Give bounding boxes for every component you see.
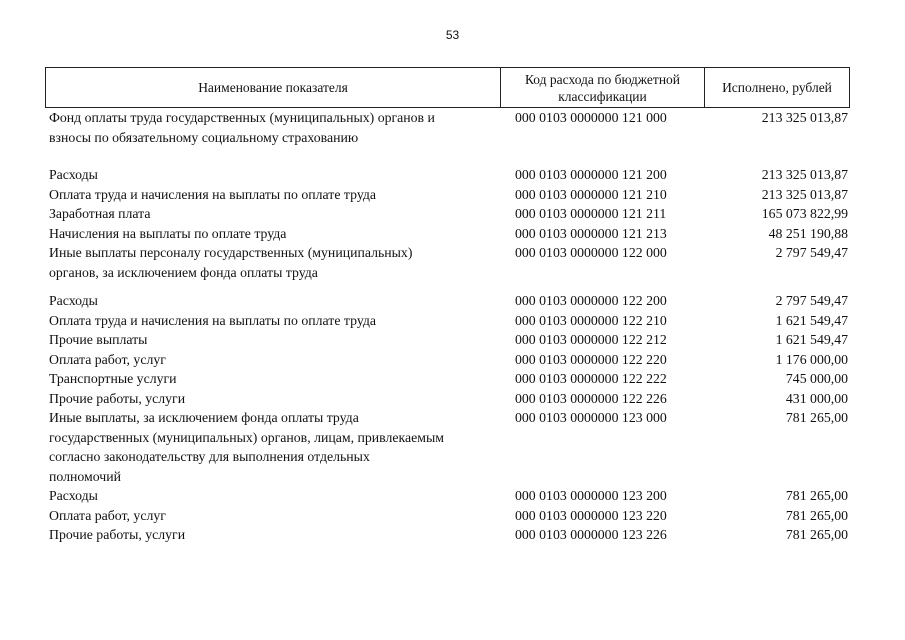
- table-row: [0, 447, 905, 467]
- table-row: [0, 108, 905, 128]
- row-code: 000 0103 0000000 123 200: [515, 488, 667, 503]
- header-code-line1: Код расхода по бюджетной: [524, 71, 681, 87]
- row-name: государственных (муниципальных) органов, лицам, привлекаемым: [49, 429, 444, 445]
- table-row: [0, 369, 905, 389]
- row-code: 000 0103 0000000 122 222: [515, 371, 667, 386]
- row-value: 1 176 000,00: [775, 351, 848, 367]
- table-row: [0, 165, 905, 185]
- table-row: [0, 486, 905, 506]
- table-header: [45, 67, 850, 108]
- row-code: 000 0103 0000000 121 210: [515, 186, 667, 202]
- row-value: 165 073 822,99: [761, 206, 848, 221]
- header-name: Наименование показателя: [46, 68, 501, 107]
- row-code: 000 0103 0000000 123 226: [515, 527, 667, 542]
- row-value: 781 265,00: [785, 507, 848, 523]
- row-name: Оплата работ, услуг: [49, 351, 166, 367]
- row-value: 1 621 549,47: [775, 332, 848, 347]
- table-row: [0, 389, 905, 409]
- row-name: Прочие работы, услуги: [49, 390, 186, 406]
- table-row: [0, 185, 905, 205]
- row-name: Расходы: [49, 293, 98, 308]
- row-code: 000 0103 0000000 122 226: [515, 390, 667, 406]
- table-row: [0, 428, 905, 448]
- row-value: 431 000,00: [785, 390, 848, 406]
- table-row: [0, 263, 905, 283]
- row-name: Прочие работы, услуги: [49, 527, 186, 542]
- header-code: [501, 68, 705, 107]
- row-name: органов, за исключением фонда оплаты труда: [49, 264, 318, 280]
- row-value: 48 251 190,88: [768, 225, 848, 241]
- row-value: 213 325 013,87: [761, 110, 848, 125]
- header-code-line2: классификации: [558, 88, 647, 104]
- row-value: 781 265,00: [785, 527, 848, 542]
- table-row: [0, 204, 905, 224]
- row-code: 000 0103 0000000 122 220: [515, 351, 667, 367]
- row-name: Прочие выплаты: [49, 332, 148, 347]
- row-code: 000 0103 0000000 122 212: [515, 332, 667, 347]
- row-code: 000 0103 0000000 121 000: [515, 110, 667, 125]
- row-code: 000 0103 0000000 123 220: [515, 507, 667, 523]
- row-value: 781 265,00: [785, 488, 848, 503]
- row-code: 000 0103 0000000 122 000: [515, 245, 667, 260]
- row-name: Начисления на выплаты по оплате труда: [49, 225, 287, 241]
- row-name: полномочий: [49, 468, 121, 484]
- row-code: 000 0103 0000000 122 200: [515, 293, 667, 308]
- table-row: [0, 350, 905, 370]
- table-row: [0, 311, 905, 331]
- row-value: 213 325 013,87: [761, 186, 848, 202]
- row-code: 000 0103 0000000 122 210: [515, 312, 667, 328]
- row-name: Иные выплаты персоналу государственных (муниципальных): [49, 245, 413, 260]
- row-name: Фонд оплаты труда государственных (муниципальных) органов и: [49, 110, 435, 125]
- row-name: Транспортные услуги: [49, 371, 177, 386]
- row-name: Заработная плата: [49, 206, 151, 221]
- row-name: Оплата труда и начисления на выплаты по оплате труда: [49, 186, 376, 202]
- table-row: [0, 128, 905, 148]
- row-value: 2 797 549,47: [775, 293, 848, 308]
- row-name: Оплата работ, услуг: [49, 507, 166, 523]
- table-body: [0, 108, 905, 545]
- row-code: 000 0103 0000000 123 000: [515, 410, 667, 425]
- row-value: 745 000,00: [785, 371, 848, 386]
- row-code: 000 0103 0000000 121 200: [515, 167, 667, 182]
- row-code: 000 0103 0000000 121 213: [515, 225, 667, 241]
- row-name: Оплата труда и начисления на выплаты по оплате труда: [49, 312, 376, 328]
- table-row: [0, 243, 905, 263]
- row-code: 000 0103 0000000 121 211: [515, 206, 667, 221]
- table-row: [0, 224, 905, 244]
- row-name: согласно законодательству для выполнения отдельных: [49, 449, 370, 464]
- page-number: 53: [445, 28, 460, 42]
- table-row: [0, 408, 905, 428]
- row-name: Расходы: [49, 167, 98, 182]
- row-value: 213 325 013,87: [761, 167, 848, 182]
- row-name: Расходы: [49, 488, 98, 503]
- row-value: 1 621 549,47: [775, 312, 848, 328]
- table-row: [0, 525, 905, 545]
- header-value: Исполнено, рублей: [722, 80, 832, 95]
- row-name: Иные выплаты, за исключением фонда оплаты труда: [49, 410, 359, 425]
- row-name: взносы по обязательному социальному страхованию: [49, 129, 359, 145]
- row-value: 781 265,00: [785, 410, 848, 425]
- table-row: [0, 291, 905, 311]
- table-row: [0, 506, 905, 526]
- row-value: 2 797 549,47: [775, 245, 848, 260]
- table-row: [0, 467, 905, 487]
- table-row: [0, 330, 905, 350]
